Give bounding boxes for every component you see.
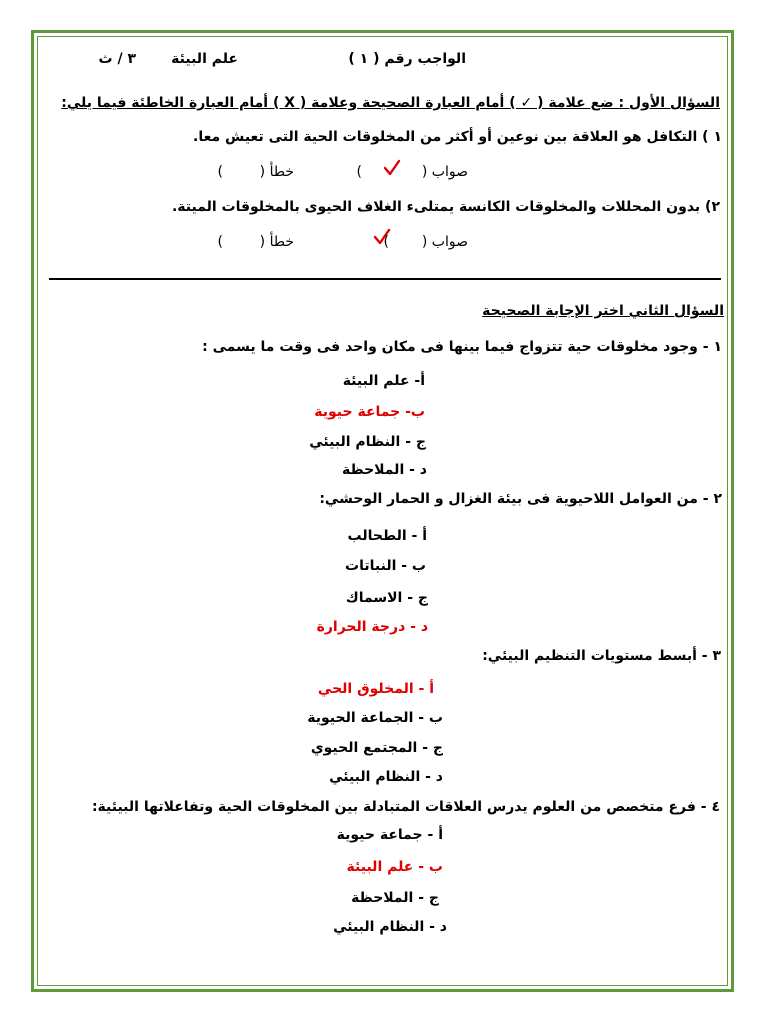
subject-title: علم البيئة — [171, 51, 238, 67]
q2-q4-option-a: أ - جماعة حيوية — [336, 827, 443, 843]
q1-title: السؤال الأول : ضع علامة ( ✓ ) أمام العبارة الصحيحة وعلامة ( X ) أمام العبارة الخاطئة فيما يلي: — [61, 95, 720, 111]
q1-item-1-wrong-label: خطأ ( — [259, 164, 294, 180]
q2-q3-option-c: ج - المجتمع الحيوي — [310, 740, 443, 756]
q2-q3-option-d: د - النظام البيئي — [329, 769, 443, 785]
q2-q1-option-c: ج - النظام البيئي — [309, 434, 426, 450]
q2-title: السؤال الثاني اختر الإجابة الصحيحة — [482, 303, 724, 319]
q1-item-1-correct-label: صواب ( — [421, 164, 468, 180]
q2-question-2: ٢ - من العوامل اللاحيوية فى بيئة الغزال و الحمار الوحشي: — [319, 491, 722, 507]
q2-q2-option-b: ب - النباتات — [345, 558, 426, 574]
q2-q4-option-d: د - النظام البيئي — [333, 919, 447, 935]
q2-question-1: ١ - وجود مخلوقات حية تتزواج فيما بينها فى مكان واحد فى وقت ما يسمى : — [202, 339, 722, 355]
q2-q4-option-c: ج - الملاحظة — [351, 890, 439, 906]
q2-q1-option-b-answer: ب- جماعة حيوية — [314, 404, 425, 420]
q2-q1-option-a: أ- علم البيئة — [342, 373, 425, 389]
q1-item-2-wrong-label: خطأ ( — [259, 234, 294, 250]
q2-question-4: ٤ - فرع متخصص من العلوم يدرس العلاقات المتبادلة بين المخلوقات الحية وتفاعلاتها البيئية: — [91, 799, 720, 815]
section-divider — [49, 278, 721, 280]
q1-item-1-wrong-close: ) — [217, 164, 223, 180]
check-icon — [383, 159, 401, 177]
homework-number: الواجب رقم ( ١ ) — [348, 51, 466, 67]
q2-q3-option-a-answer: أ - المخلوق الحي — [317, 681, 434, 697]
q2-q3-option-b: ب - الجماعة الحيوية — [307, 710, 443, 726]
q1-item-1-text: ١ ) التكافل هو العلاقة بين نوعين أو أكثر من المخلوقات الحية التى تعيش معا. — [193, 129, 722, 145]
q2-q2-option-d-answer: د - درجة الحرارة — [316, 619, 428, 635]
q1-item-2-wrong-close: ) — [217, 234, 223, 250]
q2-q2-option-c: ج - الاسماك — [345, 590, 428, 606]
q1-item-2-correct-label: صواب ( — [421, 234, 468, 250]
q2-question-3: ٣ - أبسط مستويات التنظيم البيئي: — [482, 648, 721, 664]
q1-item-2-text: ٢) بدون المحللات والمخلوقات الكانسة يمتلىء الغلاف الحيوى بالمخلوقات الميتة. — [171, 199, 720, 215]
q1-item-1-correct-close: ) — [356, 164, 362, 180]
q2-q4-option-b-answer: ب - علم البيئة — [346, 859, 443, 875]
q2-q2-option-a: أ - الطحالب — [347, 528, 427, 544]
grade-label: ٣ / ث — [98, 51, 136, 67]
q1-item-2-correct-close: ) — [383, 234, 389, 250]
q2-q1-option-d: د - الملاحظة — [341, 462, 427, 478]
